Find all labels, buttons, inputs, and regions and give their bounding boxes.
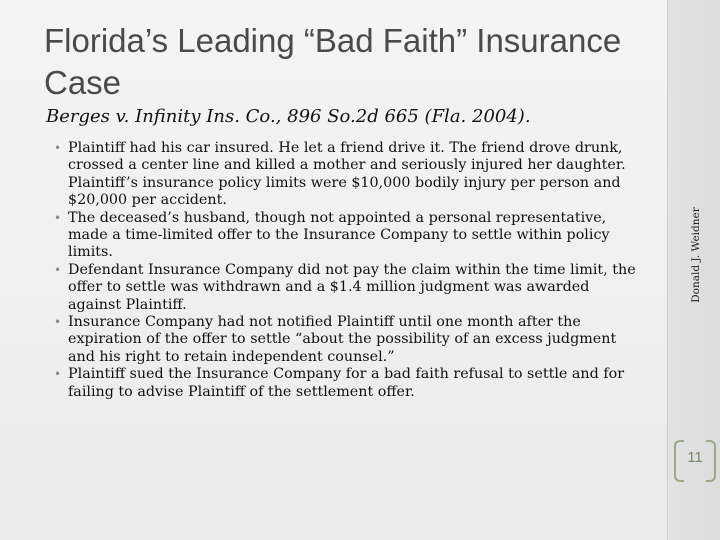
page-number-badge [674, 440, 716, 480]
page-number: 11 [687, 449, 703, 466]
bullet-item [48, 262, 638, 314]
author-credit: Donald J. Weidner [690, 207, 702, 303]
bullet-text: The deceased’s husband, though not appointed a personal representative, made a time-limited offer to the Insurance Company to settle within policy limits. [68, 209, 610, 261]
bullet-text: Insurance Company had not notified Plaintiff until one month after the expiration of the offer to settle “about the possibility of an excess judgment and his right to retain independent counsel.” [68, 314, 617, 365]
bullet-item [48, 210, 638, 262]
bullet-text: Plaintiff sued the Insurance Company for a bad faith refusal to settle and for failing to advise Plaintiff of the settlement offer. [68, 366, 625, 400]
bullet-icon: • [54, 141, 62, 155]
bullet-item [48, 140, 638, 210]
bullet-icon: • [54, 262, 62, 277]
bullet-item [48, 366, 638, 401]
slide-title: Florida’s Leading “Bad Faith” Insurance Case [44, 22, 622, 101]
bullet-item [48, 314, 638, 366]
case-citation: Berges v. Infinity Ins. Co., 896 So.2d 665 (Fla. 2004). [46, 106, 531, 127]
bullet-icon: • [54, 315, 62, 330]
bullet-icon: • [54, 367, 62, 382]
bullet-text: Plaintiff had his car insured. He let a friend drive it. The friend drove drunk, crossed a center line and killed a mother and seriously injured her daughter. Plaintiff’s insurance policy limits were $10,000 bodily injury per person and $20,000 per accident. [68, 140, 626, 209]
bullet-icon: • [54, 210, 62, 225]
bullet-text: Defendant Insurance Company did not pay the claim within the time limit, the offer to settle was withdrawn and a $1.4 million judgment was awarded against Plaintiff. [68, 261, 636, 313]
bullet-list [48, 140, 638, 401]
